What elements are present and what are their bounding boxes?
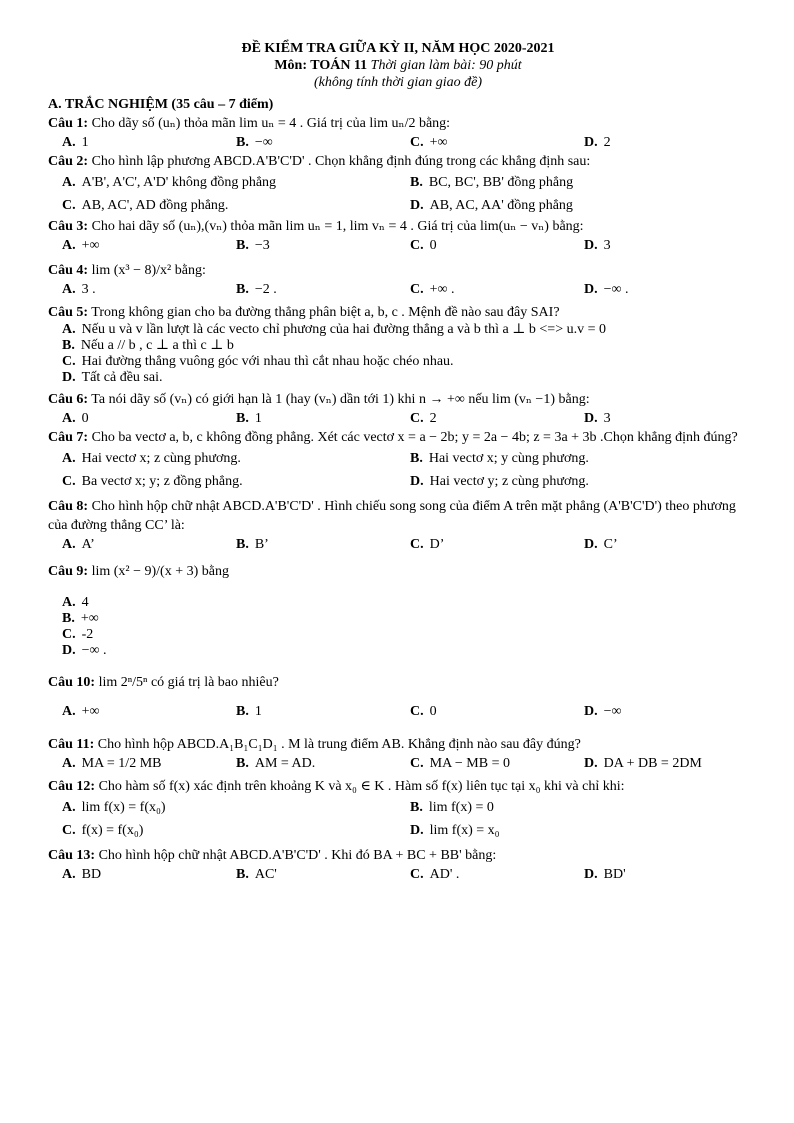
option-letter: A. [62, 238, 76, 253]
option-text: +∞ . [429, 282, 455, 297]
option-text: lim f(x) = x₀ [429, 823, 500, 838]
option-text: −∞ . [603, 282, 629, 297]
option-letter: C. [62, 627, 76, 642]
answer-option[interactable] [62, 643, 748, 659]
option-letter: A. [62, 704, 76, 719]
option-letter: A. [62, 867, 76, 882]
option-letter: C. [62, 354, 76, 369]
option-text: AB, AC', AD đồng phẳng. [81, 198, 229, 213]
option-letter: B. [236, 537, 249, 552]
question-8 [48, 497, 748, 535]
option-text: MA − MB = 0 [429, 756, 510, 771]
question-label: Câu 9: [48, 564, 89, 579]
question-7 [48, 428, 748, 447]
option-text: Nếu a // b , c ⊥ a thì c ⊥ b [80, 338, 234, 353]
option-text: B’ [254, 537, 269, 552]
answer-option[interactable] [584, 133, 758, 152]
question-label: Câu 2: [48, 154, 89, 169]
option-text: 1 [81, 135, 89, 150]
option-text: 3 . [81, 282, 96, 297]
question-label: Câu 8: [48, 499, 89, 514]
answer-option[interactable] [410, 865, 584, 884]
option-text: 1 [254, 704, 262, 719]
question-text: Cho hình hộp chữ nhật ABCD.A'B'C'D' . Khi đó BA + BC + BB' bằng: [95, 848, 497, 863]
option-text: lim f(x) = 0 [428, 800, 494, 815]
answer-option[interactable] [584, 236, 758, 255]
answer-option[interactable] [410, 280, 584, 299]
option-letter: B. [236, 867, 249, 882]
answer-option[interactable] [236, 754, 410, 773]
question-text: Cho ba vectơ a, b, c không đồng phẳng. Xét các vectơ x = a − 2b; y = 2a − 4b; z = 3a + 3b .Chọn khẳng định đúng? [88, 430, 738, 445]
question-text: Trong không gian cho ba đường thẳng phân biệt a, b, c . Mệnh đề nào sau đây SAI? [88, 305, 560, 320]
options-1 [48, 133, 748, 152]
answer-option[interactable] [410, 535, 584, 554]
option-text: 0 [429, 704, 437, 719]
option-text: +∞ [81, 704, 100, 719]
question-1 [48, 114, 748, 133]
option-letter: B. [236, 238, 249, 253]
option-text: AC' [254, 867, 277, 882]
option-text: 4 [81, 595, 89, 610]
option-letter: D. [410, 823, 424, 838]
question-label: Câu 1: [48, 116, 89, 131]
option-letter: B. [410, 800, 423, 815]
option-letter: C. [410, 238, 424, 253]
answer-option[interactable] [62, 819, 410, 842]
question-6 [48, 390, 748, 409]
question-3 [48, 217, 748, 236]
option-letter: D. [62, 370, 76, 385]
answer-option[interactable] [62, 280, 236, 299]
option-text: +∞ [81, 238, 100, 253]
question-text: Cho dãy số (uₙ) thỏa mãn lim uₙ = 4 . Giá trị của lim uₙ/2 bằng: [88, 116, 451, 131]
answer-option[interactable] [62, 611, 748, 627]
answer-option[interactable] [410, 470, 758, 493]
answer-option[interactable] [410, 409, 584, 428]
exam-page [48, 40, 748, 884]
exam-title: ĐỀ KIỂM TRA GIỮA KỲ II, NĂM HỌC 2020-2021 [241, 41, 555, 56]
section-title: A. TRẮC NGHIỆM (35 câu – 7 điểm) [48, 97, 274, 112]
options-8 [48, 535, 748, 554]
option-letter: B. [236, 411, 249, 426]
answer-option[interactable] [410, 133, 584, 152]
option-letter: A. [62, 595, 76, 610]
answer-option[interactable] [62, 754, 236, 773]
answer-option[interactable] [410, 447, 758, 470]
option-letter: C. [410, 867, 424, 882]
option-letter: C. [62, 823, 76, 838]
option-text: −∞ [603, 704, 622, 719]
question-text: Cho hình hộp ABCD.A₁B₁C₁D₁ . M là trung điểm AB. Khẳng định nào sau đây đúng? [94, 737, 581, 752]
answer-option[interactable] [584, 280, 758, 299]
option-text: A'B', A'C', A'D' không đồng phẳng [81, 175, 277, 190]
option-text: −∞ . [81, 643, 107, 658]
question-label: Câu 11: [48, 737, 95, 752]
option-letter: D. [584, 756, 598, 771]
option-letter: A. [62, 537, 76, 552]
question-text: Cho hình hộp chữ nhật ABCD.A'B'C'D' . Hình chiếu song song của điểm A trên mặt phẳng (A'B'C'D') theo phương của đường thẳng CC’ là: [48, 499, 736, 533]
option-letter: B. [236, 135, 249, 150]
answer-option[interactable] [410, 796, 758, 819]
question-label: Câu 5: [48, 305, 89, 320]
options-3 [48, 236, 748, 255]
answer-option[interactable] [584, 865, 758, 884]
options-4 [48, 280, 748, 299]
option-text: AB, AC, AA' đồng phẳng [429, 198, 573, 213]
option-letter: D. [62, 643, 76, 658]
question-12 [48, 777, 748, 796]
answer-option[interactable] [410, 819, 758, 842]
answer-option[interactable] [62, 865, 236, 884]
option-text: DA + DB = 2DM [603, 756, 702, 771]
question-2 [48, 152, 748, 171]
answer-option[interactable] [410, 194, 758, 217]
question-11 [48, 735, 748, 754]
option-letter: C. [410, 282, 424, 297]
question-list [48, 114, 748, 884]
question-text: Cho hàm số f(x) xác định trên khoảng K và x₀ ∈ K . Hàm số f(x) liên tục tại x₀ khi và chỉ khi: [95, 779, 625, 794]
option-letter: D. [584, 537, 598, 552]
question-label: Câu 3: [48, 219, 89, 234]
option-text: Nếu u và v lần lượt là các vecto chỉ phương của hai đường thẳng a và b thì a ⊥ b <=> u.v = 0 [81, 322, 606, 337]
option-text: BD' [603, 867, 626, 882]
option-text: A’ [81, 537, 95, 552]
option-letter: B. [236, 756, 249, 771]
option-letter: C. [410, 704, 424, 719]
question-label: Câu 4: [48, 263, 89, 278]
answer-option[interactable] [236, 409, 410, 428]
option-letter: A. [62, 322, 76, 337]
option-letter: B. [62, 611, 75, 626]
option-text: −2 . [254, 282, 277, 297]
answer-option[interactable] [584, 754, 758, 773]
exam-note: (không tính thời gian giao đề) [313, 75, 483, 90]
question-text: lim (x³ − 8)/x² bằng: [88, 263, 206, 278]
options-9 [48, 595, 748, 659]
answer-option[interactable] [584, 702, 758, 721]
option-letter: B. [410, 451, 423, 466]
question-text: lim 2ⁿ/5ⁿ có giá trị là bao nhiêu? [95, 675, 279, 690]
option-letter: A. [62, 175, 76, 190]
answer-option[interactable] [62, 595, 748, 611]
question-text: lim (x² − 9)/(x + 3) bằng [88, 564, 229, 579]
option-letter: D. [584, 238, 598, 253]
answer-option[interactable] [236, 702, 410, 721]
question-label: Câu 13: [48, 848, 96, 863]
options-11 [48, 754, 748, 773]
option-letter: A. [62, 756, 76, 771]
answer-option[interactable] [62, 354, 748, 370]
answer-option[interactable] [62, 535, 236, 554]
answer-option[interactable] [584, 409, 758, 428]
question-10 [48, 673, 748, 692]
question-4 [48, 261, 748, 280]
option-text: 3 [603, 238, 611, 253]
option-text: MA = 1/2 MB [81, 756, 162, 771]
answer-option[interactable] [62, 470, 410, 493]
option-letter: A. [62, 282, 76, 297]
option-text: 2 [429, 411, 437, 426]
option-text: Tất cả đều sai. [81, 370, 163, 385]
option-letter: D. [584, 867, 598, 882]
question-label: Câu 6: [48, 392, 89, 407]
answer-option[interactable] [62, 796, 410, 819]
answer-option[interactable] [62, 370, 748, 386]
question-text: Cho hai dãy số (uₙ),(vₙ) thỏa mãn lim uₙ = 1, lim vₙ = 4 . Giá trị của lim(uₙ − vₙ) bằng: [88, 219, 584, 234]
question-5 [48, 303, 748, 322]
answer-option[interactable] [236, 280, 410, 299]
option-text: Hai đường thẳng vuông góc với nhau thì cắt nhau hoặc chéo nhau. [81, 354, 454, 369]
option-text: Hai vectơ x; y cùng phương. [428, 451, 589, 466]
option-text: AD' . [429, 867, 460, 882]
option-text: Hai vectơ x; z cùng phương. [81, 451, 241, 466]
option-text: BD [81, 867, 102, 882]
option-text: −3 [254, 238, 270, 253]
answer-option[interactable] [584, 535, 758, 554]
option-text: BC, BC', BB' đồng phẳng [428, 175, 574, 190]
option-text: D’ [429, 537, 445, 552]
answer-option[interactable] [410, 754, 584, 773]
option-text: Ba vectơ x; y; z đồng phẳng. [81, 474, 243, 489]
options-13 [48, 865, 748, 884]
option-text: Hai vectơ y; z cùng phương. [429, 474, 589, 489]
option-text: AM = AD. [254, 756, 316, 771]
option-letter: B. [62, 338, 75, 353]
option-text: −∞ [254, 135, 273, 150]
option-letter: A. [62, 135, 76, 150]
answer-option[interactable] [236, 535, 410, 554]
option-text: +∞ [429, 135, 448, 150]
option-text: lim f(x) = f(x₀) [81, 800, 166, 815]
option-letter: C. [410, 756, 424, 771]
option-letter: D. [410, 198, 424, 213]
option-letter: C. [410, 135, 424, 150]
answer-option[interactable] [236, 236, 410, 255]
exam-time: Thời gian làm bài: 90 phút [370, 58, 522, 73]
exam-subject: Môn: TOÁN 11 [274, 58, 368, 73]
question-9 [48, 562, 748, 581]
options-5 [48, 322, 748, 386]
option-text: 3 [603, 411, 611, 426]
answer-option[interactable] [410, 236, 584, 255]
answer-option[interactable] [62, 194, 410, 217]
option-letter: A. [62, 451, 76, 466]
option-text: 1 [254, 411, 262, 426]
option-letter: D. [584, 135, 598, 150]
option-letter: C. [62, 474, 76, 489]
options-6 [48, 409, 748, 428]
option-letter: B. [410, 175, 423, 190]
question-text: Ta nói dãy số (vₙ) có giới hạn là 1 (hay (vₙ) dần tới 1) khi n → +∞ nếu lim (vₙ −1) bằng: [88, 392, 590, 407]
answer-option[interactable] [62, 627, 748, 643]
answer-option[interactable] [62, 447, 410, 470]
answer-option[interactable] [62, 133, 236, 152]
answer-option[interactable] [62, 338, 748, 354]
option-letter: B. [236, 704, 249, 719]
option-letter: B. [236, 282, 249, 297]
answer-option[interactable] [62, 702, 236, 721]
option-letter: D. [584, 704, 598, 719]
option-letter: A. [62, 800, 76, 815]
option-text: 2 [603, 135, 611, 150]
option-text: f(x) = f(x₀) [81, 823, 144, 838]
answer-option[interactable] [62, 409, 236, 428]
options-2 [48, 171, 748, 217]
answer-option[interactable] [62, 171, 410, 194]
option-letter: C. [62, 198, 76, 213]
option-letter: C. [410, 537, 424, 552]
options-10 [48, 702, 748, 721]
options-12 [48, 796, 748, 842]
option-letter: D. [410, 474, 424, 489]
option-text: -2 [81, 627, 94, 642]
question-label: Câu 7: [48, 430, 89, 445]
question-label: Câu 10: [48, 675, 96, 690]
question-label: Câu 12: [48, 779, 96, 794]
option-text: 0 [429, 238, 437, 253]
option-letter: A. [62, 411, 76, 426]
option-letter: D. [584, 282, 598, 297]
option-text: 0 [81, 411, 89, 426]
option-letter: D. [584, 411, 598, 426]
options-7 [48, 447, 748, 493]
answer-option[interactable] [236, 133, 410, 152]
option-letter: C. [410, 411, 424, 426]
answer-option[interactable] [236, 865, 410, 884]
question-13 [48, 846, 748, 865]
option-text: +∞ [80, 611, 99, 626]
exam-header [48, 40, 748, 91]
answer-option[interactable] [62, 236, 236, 255]
answer-option[interactable] [410, 702, 584, 721]
answer-option[interactable] [62, 322, 748, 338]
answer-option[interactable] [410, 171, 758, 194]
option-text: C’ [603, 537, 618, 552]
question-text: Cho hình lập phương ABCD.A'B'C'D' . Chọn khẳng định đúng trong các khẳng định sau: [88, 154, 591, 169]
